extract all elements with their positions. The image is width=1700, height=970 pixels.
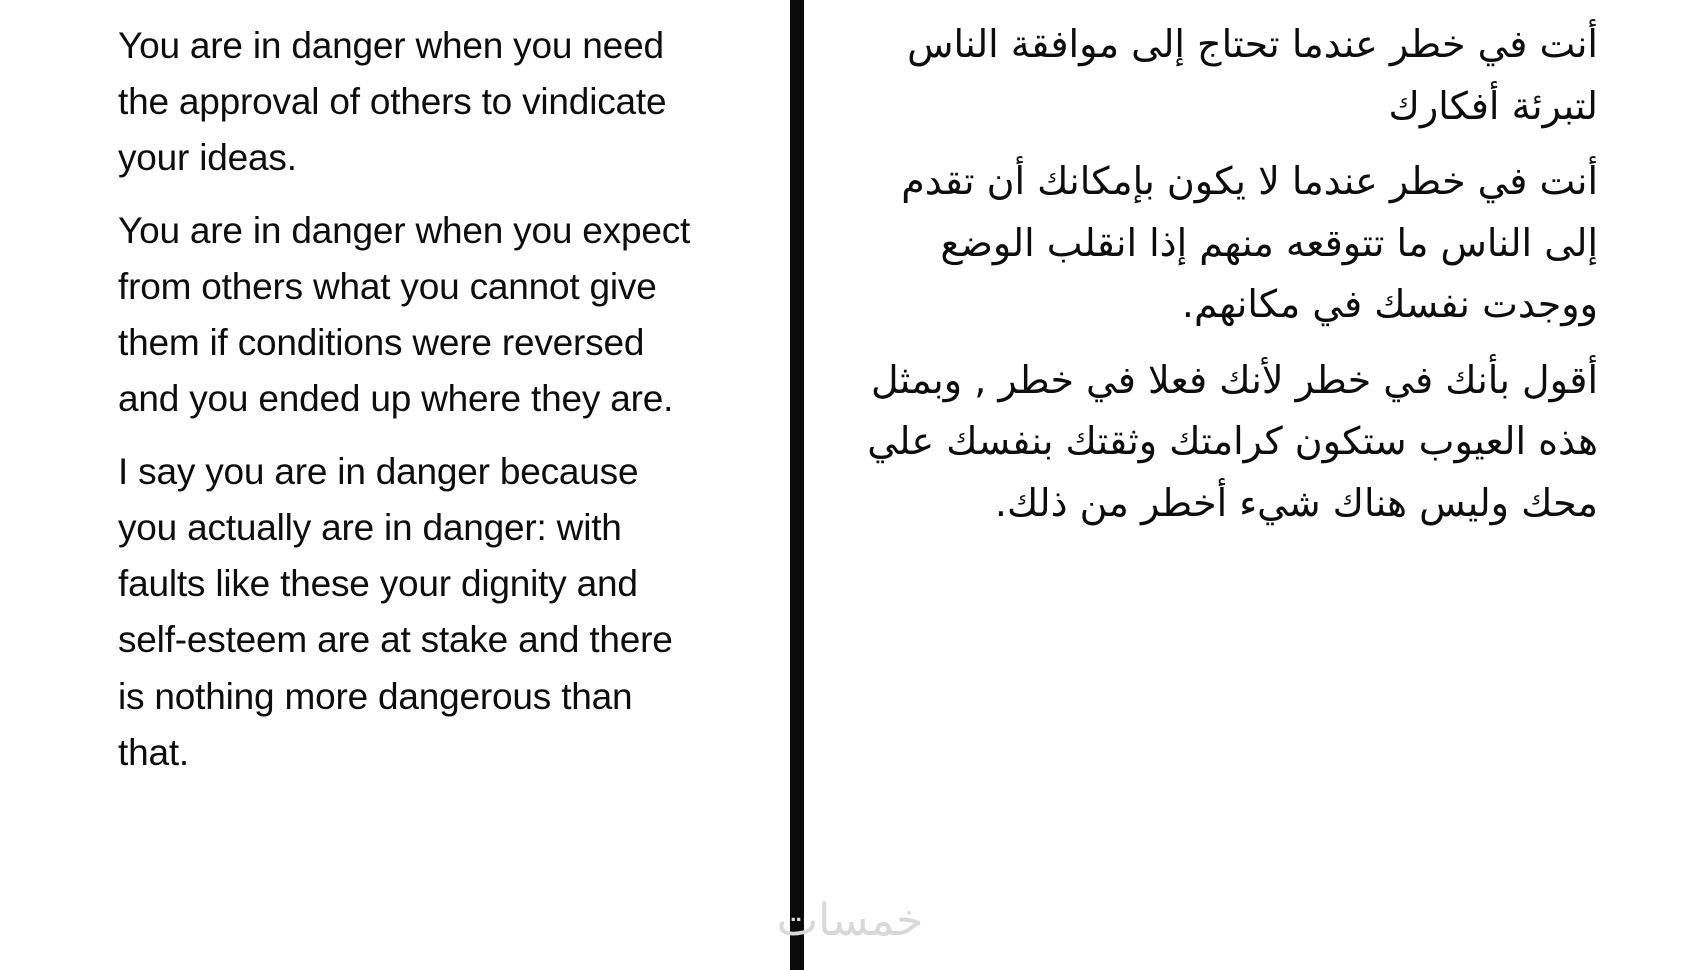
watermark-text: خمسات	[776, 895, 924, 946]
english-paragraph-1: You are in danger when you need the approval of others to vindicate your ideas.	[118, 25, 667, 179]
vertical-divider	[790, 0, 804, 970]
english-paragraph-3: I say you are in danger because you actually are in danger: with faults like these your dignity and self-esteem are at stake and there is nothing more dangerous than that.	[118, 450, 673, 773]
arabic-paragraph-1: أنت في خطر عندما تحتاج إلى موافقة الناس لتبرئة أفكارك	[907, 22, 1598, 128]
arabic-paragraph-2: أنت في خطر عندما لا يكون بإمكانك أن تقدم إلى الناس ما تتوقعه منهم إذا انقلب الوضع ووجدت نفسك في مكانهم.	[901, 159, 1598, 327]
english-text-column	[0, 0, 790, 970]
english-paragraph-2: You are in danger when you expect from others what you cannot give them if conditions were reversed and you ended up where they are.	[118, 209, 691, 420]
arabic-paragraph-3: أقول بأنك في خطر لأنك فعلا في خطر , وبمثل هذه العيوب ستكون كرامتك وثقتك بنفسك علي محك وليس هناك شيء أخطر من ذلك.	[867, 357, 1598, 525]
arabic-text-column	[804, 0, 1700, 970]
